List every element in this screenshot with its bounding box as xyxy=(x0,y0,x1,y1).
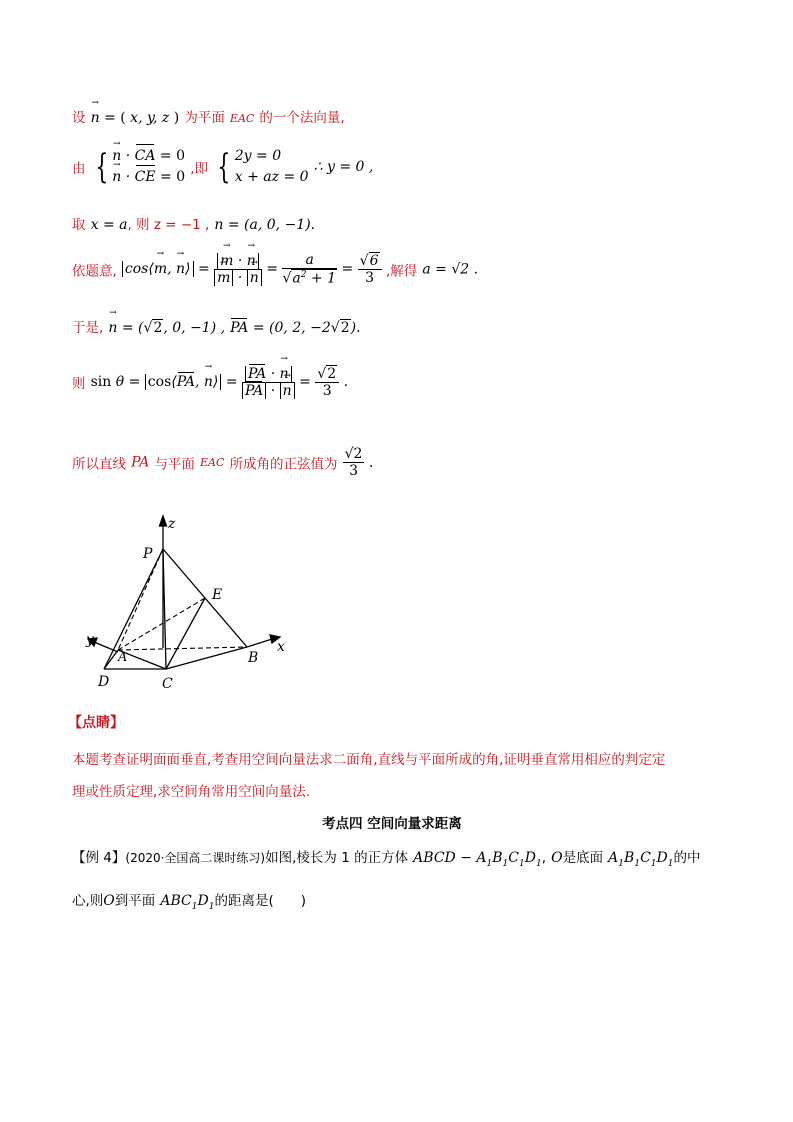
sine-line: 则 sin θ = cos⟨PA, → n⟩ = $\frac{PA \cdot \to n}{PA \cdot \to n}$ = $\frac{√2}{3}$ . xyxy=(72,365,348,399)
edge-PD xyxy=(104,549,163,669)
label-B: B xyxy=(248,650,259,666)
label-D: D xyxy=(98,674,110,690)
dianjing-text-2: 理或性质定理,求空间角常用空间向量法. xyxy=(72,784,311,800)
x-axis xyxy=(247,639,272,647)
example-line-1: 【例 4】(2020·全国高二课时练习)如图,棱长为 1 的正方体 ABCD − $A_1B_1C_1D_1$, O是底面 $A_1B_1C_1D_1$的中 xyxy=(72,850,701,869)
choose-values-line: 取 x = a, 则 z = −1 , n = (a, 0, −1). xyxy=(72,217,316,233)
label-A: A xyxy=(118,650,128,665)
conclusion-line: 所以直线 PA 与平面 EAC 所成角的正弦值为 $\frac{√2}{3}$ . xyxy=(72,446,374,480)
label-y: y xyxy=(86,632,94,648)
edge-AB xyxy=(118,647,247,650)
condition-line: 依题意, cos⟨→ m, → n⟩ = → m · → n → m · → n = $\frac{a}{√a^2 + 1}$ = $\frac{√6}{3}$ ,解得 a = √2 . xyxy=(72,252,478,287)
edge-DA xyxy=(104,650,118,669)
section-title: 考点四 空间向量求距离 xyxy=(322,816,462,832)
pyramid-figure xyxy=(78,512,298,697)
label-E: E xyxy=(212,587,223,603)
label-C: C xyxy=(162,676,173,692)
vectors-line: 于是, → n = (√2, 0, −1) , PA = (0, 2, −2√2). xyxy=(72,316,361,336)
dianjing-title: 【点睛】 xyxy=(68,715,124,731)
dianjing-text-1: 本题考查证明面面垂直,考查用空间向量法求二面角,直线与平面所成的角,证明垂直常用相应的判定定 xyxy=(72,752,666,768)
edge-PA xyxy=(118,549,163,650)
z-arrow xyxy=(160,516,167,526)
label-P: P xyxy=(143,546,153,562)
example-line-2: 心,则O到平面 $ABC_1D_1$的距离是( ) xyxy=(72,893,306,912)
edge-CE xyxy=(166,598,205,669)
edge-CB xyxy=(166,647,247,669)
label-z: z xyxy=(168,516,176,532)
eq-n-ce: → n · CE = 0 xyxy=(112,169,185,185)
normal-vector-line: 设 → n = ( x, y, z ) 为平面 EAC 的一个法向量, xyxy=(72,106,345,126)
label-x: x xyxy=(277,639,285,655)
system-equations-line: 由 {→ n · CA = 0 → n · CE = 0 ,即 { 2y = 0 x + az = 0 ∴ y = 0 , xyxy=(72,146,373,188)
eq-n-ca: → n · CA = 0 xyxy=(112,148,185,164)
edge-AE xyxy=(118,598,205,650)
